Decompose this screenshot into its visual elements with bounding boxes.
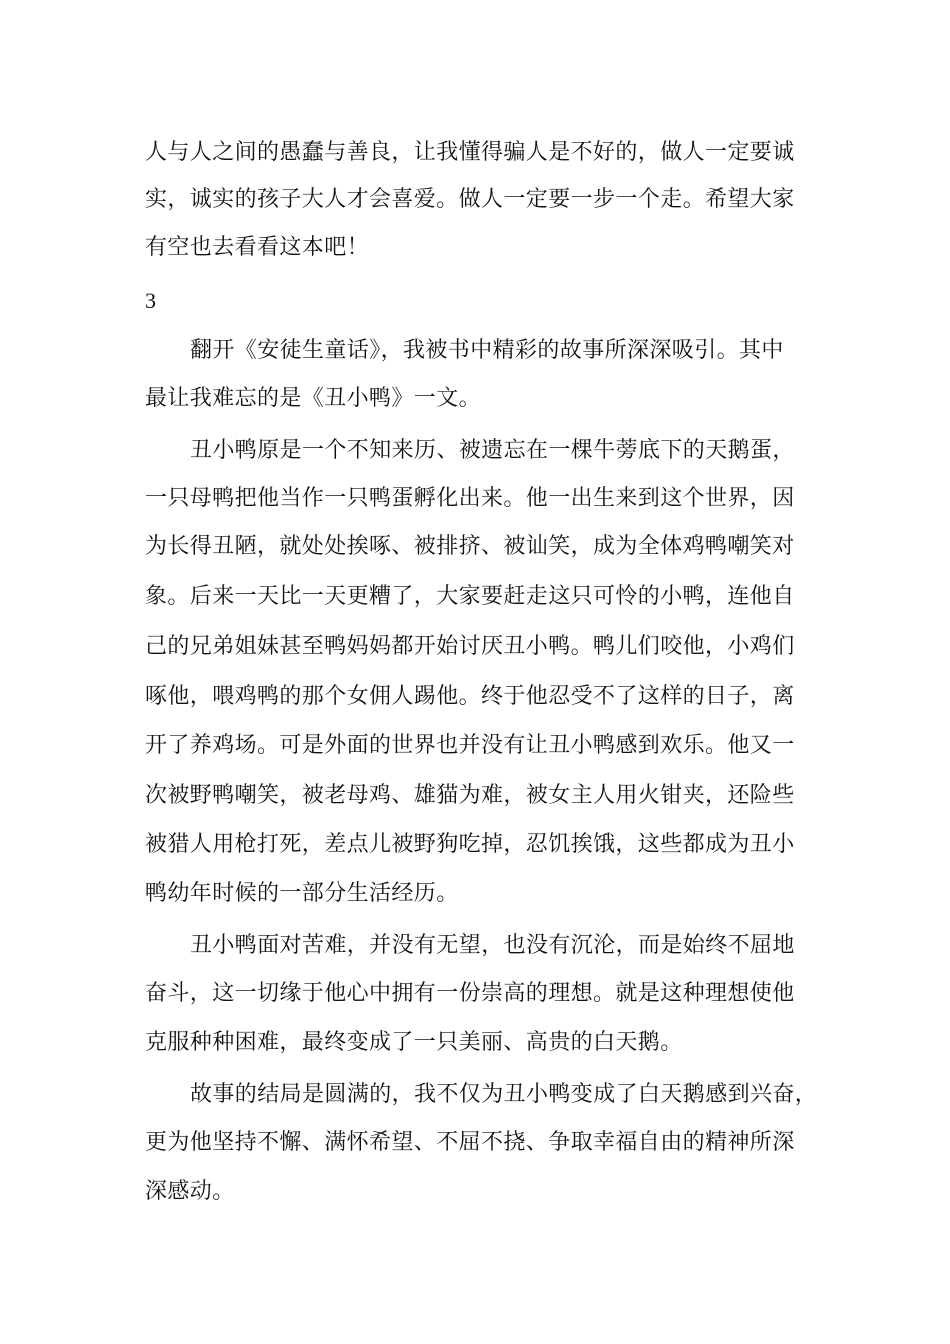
text-line: 己的兄弟姐妹甚至鸭妈妈都开始讨厌丑小鸭。鸭儿们咬他，小鸡们 xyxy=(145,634,795,659)
text-line: 实，诚实的孩子大人才会喜爱。做人一定要一步一个走。希望大家 xyxy=(145,187,795,212)
text-line: 象。后来一天比一天更糟了，大家要赶走这只可怜的小鸭，连他自 xyxy=(145,584,795,609)
text-line: 有空也去看看这本吧！ xyxy=(145,235,370,260)
paragraph-start-line: 丑小鸭原是一个不知来历、被遗忘在一棵牛蒡底下的天鹅蛋， xyxy=(190,438,795,463)
text-line: 次被野鸭嘲笑，被老母鸡、雄猫为难，被女主人用火钳夹，还险些 xyxy=(145,783,795,808)
text-line: 深感动。 xyxy=(145,1179,235,1204)
text-line: 克服种种困难，最终变成了一只美丽、高贵的白天鹅。 xyxy=(145,1030,683,1055)
text-line: 开了养鸡场。可是外面的世界也并没有让丑小鸭感到欢乐。他又一 xyxy=(145,733,795,758)
text-line: 人与人之间的愚蠢与善良，让我懂得骗人是不好的，做人一定要诚 xyxy=(145,140,795,165)
text-line: 更为他坚持不懈、满怀希望、不屈不挠、争取幸福自由的精神所深 xyxy=(145,1130,795,1155)
text-line: 啄他，喂鸡鸭的那个女佣人踢他。终于他忍受不了这样的日子，离 xyxy=(145,684,795,709)
paragraph-start-line: 丑小鸭面对苦难，并没有无望，也没有沉沦，而是始终不屈地 xyxy=(190,933,795,958)
text-line: 为长得丑陋，就处处挨啄、被排挤、被讪笑，成为全体鸡鸭嘲笑对 xyxy=(145,534,795,559)
text-line: 最让我难忘的是《丑小鸭》一文。 xyxy=(145,386,482,411)
text-line: 被猎人用枪打死，差点儿被野狗吃掉，忍饥挨饿，这些都成为丑小 xyxy=(145,832,795,857)
section-number: 3 xyxy=(145,288,157,313)
text-line: 一只母鸭把他当作一只鸭蛋孵化出来。他一出生来到这个世界，因 xyxy=(145,486,795,511)
text-line: 鸭幼年时候的一部分生活经历。 xyxy=(145,881,459,906)
text-line: 奋斗，这一切缘于他心中拥有一份崇高的理想。就是这种理想使他 xyxy=(145,981,795,1006)
paragraph-start-line: 翻开《安徒生童话》，我被书中精彩的故事所深深吸引。其中 xyxy=(190,338,784,363)
paragraph-start-line: 故事的结局是圆满的，我不仅为丑小鸭变成了白天鹅感到兴奋， xyxy=(190,1082,818,1107)
